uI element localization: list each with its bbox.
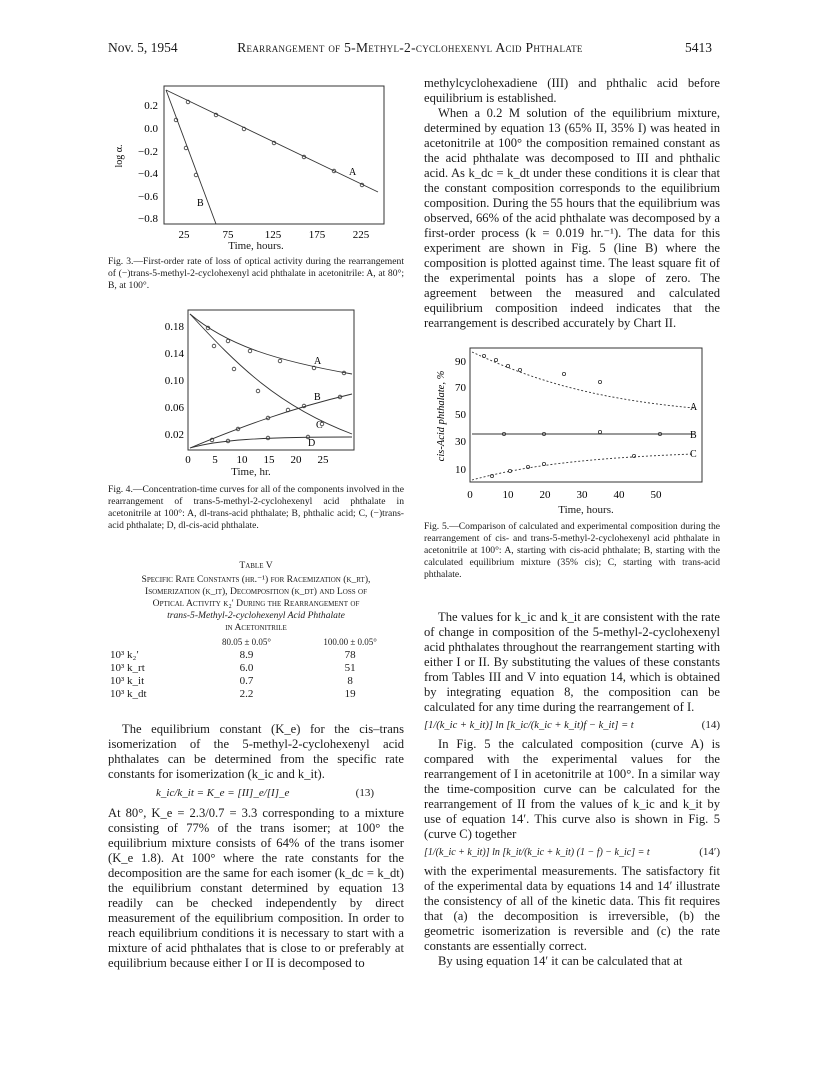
paragraph: In Fig. 5 the calculated composition (curve A) is compared with the experimental values for the rearrangement of I in acetonitrile at 100°. In a similar way the time-composition curve can be calculated for the rearrangement of II from the values of k_ic and k_it by use of equation 14′. This curve also is shown in Fig. 5 (curve C) together: [424, 737, 720, 841]
fig3-ytick-2: −0.2: [138, 146, 158, 158]
paragraph: When a 0.2 M solution of the equilibrium mixture, determined by equation 13 (65% II, 35% I) was heated in acetonitrile at 100° the composition remained constant as the acid phthalate was decomposed to III and phthalic acid. As k_dc = k_dt under these conditions it is clear that the constant composition corresponds to the equilibrium composition. During the 55 hours that the equilibrium was observed, 66% of the acid phthalate was decomposed by a first-order process (k = 0.019 hr.⁻¹). The data for this experiment are shown in Fig. 5 (line B) where the composition is plotted against time. The least square fit of the experimental points has a slope of zero. The agreement between the measured and calculated equilibrium composition indeed indicates that the rearrangement is described accurately by Chart II.: [424, 106, 720, 330]
table-5-title-3: Optical Activity k₂′ During the Rearrangement of: [152, 598, 360, 609]
fig5-ytick-3: 30: [455, 436, 466, 448]
fig5-caption: Fig. 5.—Comparison of calculated and experimental composition during the rearrangement of cis- and trans-5-methyl-2-cyclohexenyl acid phthalate in acetonitrile at 100°: A, starting with cis-acid phthalate; B, starting with the calculated equilibrium mixture (35% cis); C, starting with trans-acid phthalate.: [424, 521, 720, 580]
fig3-xtick-3: 175: [308, 229, 326, 238]
fig5-ytick-1: 70: [455, 382, 466, 394]
table-5-cell: 0.7: [239, 675, 254, 687]
fig3-ytick-3: −0.4: [138, 168, 158, 180]
fig5-label-a: A: [690, 402, 698, 413]
fig4-label-b: B: [314, 392, 321, 403]
fig5-ytick-4: 10: [455, 464, 466, 476]
fig5-ylabel: cis-Acid phthalate, %: [436, 370, 447, 462]
fig4-xlabel: Time, hr.: [231, 466, 271, 478]
header-title: Rearrangement of 5-Methyl-2-cyclohexenyl Acid Phthalate: [237, 40, 583, 55]
left-column-text: [108, 722, 404, 971]
fig4-ytick-2: 0.10: [164, 375, 184, 387]
fig3-caption: Fig. 3.—First-order rate of loss of optical activity during the rearrangement of (−)trans-5-methyl-2-cyclohexenyl acid phthalate in acetonitrile: A, at 80°; B, at 100°.: [108, 256, 404, 291]
fig5-xtick-4: 40: [613, 489, 625, 501]
fig5-label-c: C: [690, 449, 697, 460]
table-5-col-80: 80.05 ± 0.05°: [221, 637, 271, 647]
paragraph: By using equation 14′ it can be calculated that at: [438, 954, 683, 968]
table-5-header-row: [108, 636, 404, 649]
table-5-cell: 2.2: [239, 688, 254, 700]
fig5-ytick-0: 90: [455, 356, 466, 368]
table-row: [108, 662, 404, 675]
fig5-points: [482, 354, 661, 477]
fig4-label-d: D: [308, 438, 316, 449]
fig4-curve-c: [190, 314, 352, 434]
equation-14-prime-number: (14′): [699, 846, 720, 858]
table-5-title-1: Specific Rate Constants (hr.⁻¹) for Racemization (k_rt),: [141, 574, 371, 585]
fig4-label-c: C: [316, 420, 323, 431]
table-5-row-label: 10³ k₂′: [110, 649, 139, 661]
fig5-chart: [424, 346, 720, 514]
fig4-ytick-3: 0.06: [164, 402, 184, 414]
paragraph: At 80°, K_e = 2.3/0.7 = 3.3 corresponding to a mixture consisting of 77% of the trans isomer; at 100° the equilibrium mixture consists of 64% of the trans isomer (K_e 1.8). At 100° where the rate constants for the decomposition are the same for each isomer (k_dc = k_dt) the equilibrium constant determined by equation 13 readily can be checked independently by direct measurement of the equilibrium composition. In order to reach equilibrium conditions it is necessary to start with a mixture of acid phthalates that is close to or preferably at equilibrium because either I or II is decomposed to: [108, 806, 404, 970]
paragraph: The values for k_ic and k_it are consistent with the rate of change in composition of the 5-methyl-2-cyclohexenyl acid phthalates throughout the rearrangement starting with either I or II. By substituting the values of these constants from Tables III and V into equation 14, which is obtained by integrating equation 8, the composition can be calculated for any time during the rearrangement of I.: [424, 610, 720, 714]
fig3-ylabel: log α.: [114, 144, 125, 168]
fig5-xtick-5: 50: [650, 489, 662, 501]
fig3-chart: [108, 78, 404, 238]
table-row: [108, 649, 404, 662]
fig3-xtick-4: 225: [352, 229, 370, 238]
fig3-label-a: A: [349, 167, 357, 178]
fig4-points: [206, 326, 346, 443]
fig3-label-b: B: [197, 198, 204, 209]
table-5-title-5: in Acetonitrile: [225, 622, 287, 633]
fig3-xtick-1: 75: [222, 229, 234, 238]
table-5-grid: [108, 636, 404, 701]
right-column-text-top: [424, 76, 720, 331]
fig5-xtick-2: 20: [539, 489, 551, 501]
table-5-cell: 19: [344, 688, 356, 700]
fig5-curve-c: [472, 454, 694, 480]
equation-14-number: (14): [701, 719, 720, 731]
header-page-number: 5413: [685, 40, 712, 55]
paragraph: with the experimental measurements. The satisfactory fit of the experimental data by equations 14 and 14′ illustrate the consistency of all of the kinetic data. This fit requires that (a) the decomposition is irreversible, (b) the geometric isomerization is reversible and (c) the rate constants are essentially correct.: [424, 864, 720, 953]
fig4-curve-b: [190, 394, 352, 448]
equation-13-number: (13): [355, 787, 374, 799]
fig3-ytick-4: −0.6: [138, 191, 158, 203]
fig3-line-a: [166, 90, 378, 192]
fig4-xtick-4: 20: [290, 454, 302, 464]
table-5-cell: 6.0: [239, 662, 254, 674]
fig4-caption: Fig. 4.—Concentration-time curves for all of the components involved in the rearrangement of trans-5-methyl-2-cyclohexenyl acid phthalate in acetonitrile at 100°: A, dl-trans-acid phthalate; B, phthalic acid; C, (−)trans-acid phthalate; D, dl-cis-acid phthalate.: [108, 484, 404, 531]
fig4-xtick-3: 15: [263, 454, 275, 464]
fig5-label-b: B: [690, 430, 697, 441]
table-5-cell: 51: [344, 662, 356, 674]
equation-13-body: k_ic/k_it = K_e = [II]_e/[I]_e: [156, 787, 290, 799]
fig4-chart: [108, 306, 404, 464]
equation-14-prime-body: [1/(k_ic + k_it)] ln [k_it/(k_ic + k_it) (1 − f) − k_ic] = t: [424, 847, 650, 858]
running-header: [108, 40, 712, 60]
fig5-xtick-1: 10: [502, 489, 514, 501]
table-row: [108, 688, 404, 701]
equation-13: [108, 786, 404, 802]
fig5-ytick-2: 50: [455, 409, 466, 421]
fig4-ytick-4: 0.02: [164, 429, 184, 441]
fig4-plot-frame: [188, 310, 354, 450]
table-5-row-label: 10³ k_dt: [110, 688, 147, 700]
fig4-curve-d: [190, 437, 352, 448]
table-5-title-2: Isomerization (k_it), Decomposition (k_dt) and Loss of: [145, 586, 367, 597]
fig3-xlabel: Time, hours.: [228, 240, 284, 252]
right-column-text-bottom: [424, 610, 720, 969]
equation-14-body: [1/(k_ic + k_it)] ln [k_ic/(k_ic + k_it)f − k_it] = t: [424, 720, 634, 731]
table-5: [108, 560, 404, 701]
table-5-col-100: 100.00 ± 0.05°: [323, 637, 377, 647]
fig3-xtick-0: 25: [178, 229, 190, 238]
paragraph: The equilibrium constant (K_e) for the cis–trans isomerization of the 5-methyl-2-cyclohexenyl acid phthalates can be determined from the specific rate constants for isomerization (k_ic and k_it).: [108, 722, 404, 781]
table-5-cell: 8: [347, 675, 353, 687]
fig5-plot-frame: [470, 348, 702, 482]
fig4-ytick-1: 0.14: [164, 348, 184, 360]
fig4-xtick-1: 5: [212, 454, 218, 464]
fig5-xlabel: Time, hours.: [558, 504, 614, 516]
fig5-xtick-3: 30: [576, 489, 588, 501]
fig5-curve-a: [472, 352, 694, 408]
equation-14-prime: [424, 845, 720, 861]
fig4-label-a: A: [314, 356, 322, 367]
fig3-ytick-1: 0.0: [144, 123, 158, 135]
fig4-xtick-2: 10: [236, 454, 248, 464]
table-5-title-4: trans-5-Methyl-2-cyclohexenyl Acid Phthalate: [167, 610, 345, 621]
fig4-ytick-0: 0.18: [164, 321, 184, 333]
table-5-row-label: 10³ k_it: [110, 675, 145, 687]
fig4-xtick-5: 25: [317, 454, 329, 464]
fig3-ytick-0: 0.2: [144, 100, 158, 112]
table-5-number: Table V: [239, 560, 273, 571]
fig5-xtick-0: 0: [467, 489, 473, 501]
table-row: [108, 675, 404, 688]
fig3-xtick-2: 125: [264, 229, 282, 238]
paragraph: methylcyclohexadiene (III) and phthalic acid before equilibrium is established.: [424, 76, 720, 105]
fig3-points: [174, 100, 364, 187]
header-date: Nov. 5, 1954: [108, 40, 178, 55]
table-5-cell: 8.9: [239, 649, 254, 661]
fig4-xtick-0: 0: [185, 454, 191, 464]
table-5-row-label: 10³ k_rt: [110, 662, 145, 674]
equation-14: [424, 718, 720, 734]
table-5-cell: 78: [344, 649, 356, 661]
fig3-ytick-5: −0.8: [138, 213, 158, 225]
